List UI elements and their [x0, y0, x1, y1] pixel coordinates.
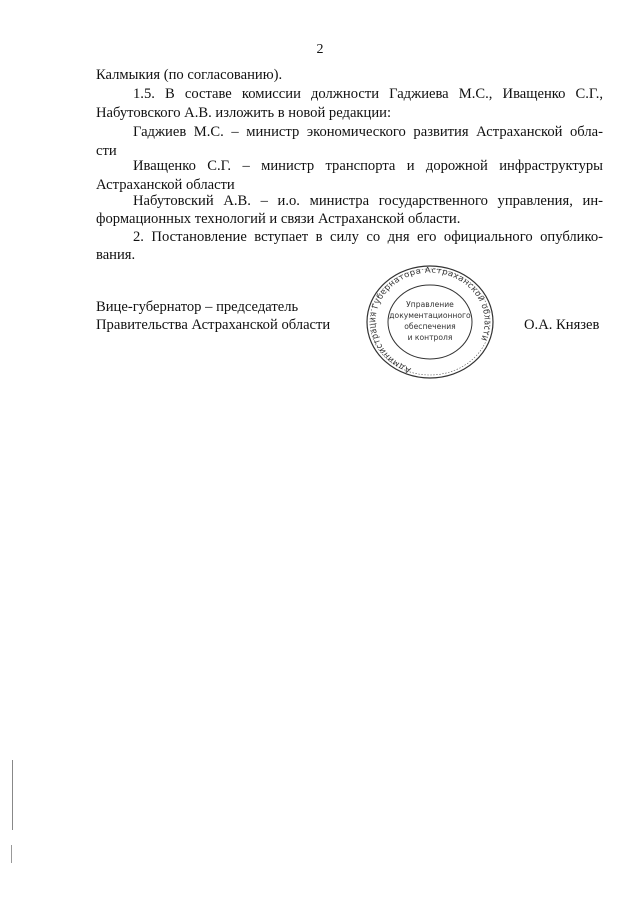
signatory-name: О.А. Князев: [524, 317, 600, 333]
text-line-8: Набутовский А.В. – и.о. министра государственного управления, ин-: [133, 193, 603, 209]
text-line-6: Иващенко С.Г. – министр транспорта и дорожной инфраструктуры: [133, 158, 603, 174]
text-line-3: Набутовского А.В. изложить в новой редакции:: [96, 105, 391, 121]
text-line-9: формационных технологий и связи Астраханской области.: [96, 211, 461, 227]
text-line-10: 2. Постановление вступает в силу со дня его официального опублико-: [133, 229, 603, 245]
text-line-1: Калмыкия (по согласованию).: [96, 67, 283, 83]
stamp-center-line-2: документационного: [389, 311, 471, 320]
stamp-center-line-1: Управление: [406, 300, 454, 309]
text-line-7: Астраханской области: [96, 177, 235, 193]
stamp-ring-text: Администрация Губернатора Астраханской области: [366, 264, 494, 376]
scan-artifact: [11, 845, 12, 863]
text-line-5: сти: [96, 143, 117, 159]
stamp-center-line-3: обеспечения: [404, 322, 456, 331]
signatory-title-line-1: Вице-губернатор – председатель: [96, 299, 299, 315]
text-line-2: 1.5. В составе комиссии должности Гаджиева М.С., Иващенко С.Г.,: [133, 86, 603, 102]
official-stamp: [361, 262, 499, 382]
stamp-center-line-4: и контроля: [407, 333, 453, 342]
scan-artifact: [12, 760, 13, 830]
page-number: 2: [316, 42, 324, 57]
text-line-11: вания.: [96, 247, 136, 263]
text-line-4: Гаджиев М.С. – министр экономического развития Астраханской обла-: [133, 124, 603, 140]
signatory-title-line-2: Правительства Астраханской области: [96, 317, 331, 333]
